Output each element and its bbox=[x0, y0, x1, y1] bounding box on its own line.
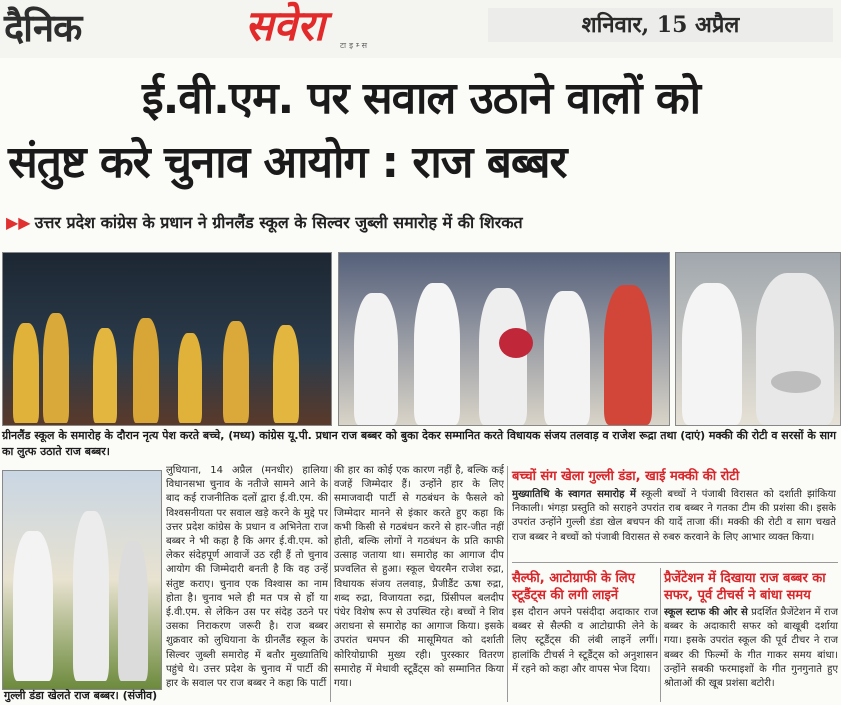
box-text-gulli-danda bbox=[512, 488, 836, 554]
photo-caption: ग्रीनलैंड स्कूल के समारोह के दौरान नृत्य पेश करते बच्चे, (मध्य) कांग्रेस यू.पी. प्रधान राज बब्बर को बुका देकर सम्मानित करते विधायक संजय तलवाड़ व राजेश रूद्रा तथा (दाएं) मक्की की रोटी व सरसों के साग का लुत्फ उठाते राज बब्बर। bbox=[2, 429, 837, 458]
box-heading-presentation: प्रैजेंटेशन में दिखाया राज बब्बर का सफर, पूर्व टीचर्स ने बांधा समय bbox=[664, 571, 826, 603]
photo-eating-makki-roti bbox=[675, 252, 841, 426]
newspaper-name-sub: टाइम्स bbox=[340, 41, 371, 50]
article-column-2: की हार का कोई एक कारण नहीं है, बल्कि कई वजहें जिम्मेदार हैं। उन्होंने हार के लिए समाजवादी पार्टी से गठबंधन के फैसले को जिम्मेदार मानने से इंकार करते हुए कहा कि कभी किसी से गठबंधन करने से हार-जीत नहीं होती, बल्कि लोगों ने गठबंधन के प्रति काफी उत्साह जताया था। समारोह का आगाज दीप प्रज्वलित से हुआ। स्कूल चेयरमैन राजेश रुद्रा, विधायक संजय तलवाड़, प्रैजीडैंट ऊषा रुद्रा, शब्द रुद्रा, विजायता रुद्रा, प्रिंसीपल बलदीप पंधेर विशेष रूप से उपस्थित रहे। बच्चों ने शिव अराधना से समारोह का आगाज किया। इसके उपरांत चमपन की मासूमियत को दर्शाती कोरियोग्राफी मुख्य रही। पुरस्कार वितरण समारोह में मेधावी स्टूडैंट्स को सम्मानित किया गया। bbox=[334, 465, 504, 690]
box-heading-gulli-danda: बच्चों संग खेला गुल्ली डंडा, खाई मक्की की रोटी bbox=[512, 469, 740, 484]
box-body: प्रदर्शित प्रैजेंटेशन में राज बब्बर के अदाकारी सफर को बाखूबी दर्शाया गया। इसके उपरांत स्कूल की पूर्व टीचर ने राज बब्बर की फिल्मों के गीत गाकर समय बांधा। उन्होंने सबकी फरमाइशों के गीत गुनगुनाते हुए श्रोताओं की खूब प्रशंसा बटोरी। bbox=[664, 607, 838, 690]
newspaper-name-dainik: दैनिक bbox=[4, 5, 82, 50]
photo-bouquet-felicitation bbox=[338, 252, 670, 426]
headline-line-2: संतुष्ट करे चुनाव आयोग : राज बब्बर bbox=[8, 137, 567, 188]
box-text-selfie: इस दौरान अपने पसंदीदा अदाकार राज बब्बर से सैल्फी व आटोग्राफी लेने के लिए स्टूडैंट्स की लंबी लाइनें लगीं। हालांकि टीचर्स ने स्टूडैंट्स को अनुशासन में रहने को कहा और वापस भेज दिया। bbox=[512, 607, 658, 675]
small-photo-caption: गुल्ली डंडा खेलते राज बब्बर। (संजीव) bbox=[4, 689, 158, 702]
column-divider bbox=[660, 568, 661, 702]
headline-line-1: ई.वी.एम. पर सवाल उठाने वालों को bbox=[141, 73, 701, 124]
box-lead: मुख्यातिथि के स्वागत समारोह में bbox=[512, 489, 636, 500]
photo-gulli-danda bbox=[2, 470, 162, 690]
subheadline-text: उत्तर प्रदेश कांग्रेस के प्रधान ने ग्रीनलैंड स्कूल के सिल्वर जुब्ली समारोह में की शिरकत bbox=[34, 213, 523, 232]
double-arrow-icon: ▶▶ bbox=[6, 213, 31, 232]
box-divider bbox=[512, 562, 838, 563]
box-heading-selfie: सैल्फी, आटोग्राफी के लिए स्टूडैंट्स की लगी लाइनें bbox=[512, 571, 635, 603]
box-body: स्कूली बच्चों ने पंजाबी विरासत को दर्शाती झांकिया निकाली। भंगड़ा प्रस्तुति को सराहने उपरांत राब बब्बर ने गतका टीम की प्रशंसा की। इसके उपरांत उन्होंने गुल्ली डंडा खेल बचपन की यादें ताजा कीं। मक्की की रोटी व साग चखते राज बब्बर ने बच्चों को पंजाबी विरासत से रुबरु करवाने के लिए आभार व्यक्त किया। bbox=[512, 489, 836, 543]
column-divider bbox=[507, 466, 508, 702]
column-divider bbox=[330, 466, 331, 702]
article-column-1: लुधियाना, 14 अप्रैल (मनधीर) हालिया विधानसभा चुनाव के नतीजे सामने आने के बाद कई राजनीतिक दलों द्वारा ई.वी.एम. की विश्वसनीयता पर सवाल खड़े करने के मुद्दे पर उत्तर प्रदेश कांग्रेस के प्रधान व अभिनेता राज बब्बर ने भी कहा है कि अगर ई.वी.एम. को लेकर संदेहपूर्ण आवाजें उठ रही हैं तो चुनाव आयोग की जिम्मेदारी बनती है कि वह उन्हें संतुष्ट कराए। चुनाव एक विश्वास का नाम होता है। चुनाव भले ही मत पत्र से होंं या ई.वी.एम. से लेकिन उस पर संदेह उठने पर उसका निराकरण जरूरी है। राज बब्बर शुक्रवार को लुधियाना के ग्रीनलैंड स्कूल के सिल्वर जुब्ली समारोह में बतौर मुख्यातिथि पहुंचे थे। उत्तर प्रदेश के चुनाव में पार्टी की हार के सवाल पर राज बब्बर ने कहा कि पार्टी bbox=[166, 465, 328, 690]
issue-date: शनिवार, 15 अप्रैल bbox=[488, 8, 833, 42]
newspaper-name-savera: सवेरा bbox=[245, 1, 325, 50]
photo-dance-performance bbox=[2, 252, 332, 426]
box-lead: स्कूल स्टाफ की ओर से bbox=[664, 607, 748, 618]
subheadline bbox=[6, 208, 826, 238]
box-text-presentation bbox=[664, 606, 838, 702]
